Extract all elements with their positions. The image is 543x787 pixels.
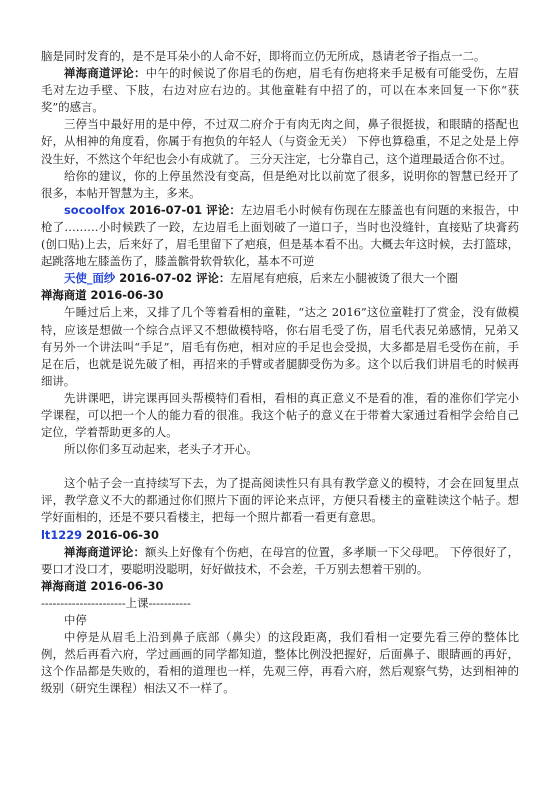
comment-text: 额头上好像有个伤疤，在母宫的位置，多孝顺一下父母吧。 下停很好了，要口才没口才，要聪明没聪明，好好做技术，不会差，千万别去想着干别的。	[41, 544, 519, 576]
section-divider: ----------------------上课-----------	[41, 595, 191, 610]
comment-tianshi	[41, 270, 519, 287]
post-date: 2016-06-30	[82, 527, 159, 542]
post-header-chanhai-1	[41, 287, 519, 304]
paragraph-nap: 午睡过后上来，又排了几个等着看相的童鞋，“达之 2016”这位童鞋打了赏金，没有做模特，应该是想做一个综合点评又不想做模特咯，你右眉毛受了伤，眉毛代表兄弟感情，兄弟又有另外一个讲法叫“手足”，眉毛有伤疤，相对应的手足也会受损，大多都是眉毛受伤在前，手足在后，也就是说先破了相，再招来的手臂或者腿脚受伤为多。这个以后我们讲眉毛的时候再细讲。	[41, 305, 519, 388]
comment-text: 中午的时候说了你眉毛的伤疤，眉毛有伤疤将来手足极有可能受伤，左眉毛对左边手壁、下肢，右边对应右边的。其他童鞋有中招了的，可以在本来回复一下你“获奖”的感言。	[41, 66, 519, 115]
comment-chanhai-2	[41, 544, 519, 578]
paragraph-zhongting: 中停是从眉毛上沿到鼻子底部（鼻尖）的这段距离，我们看相一定要先看三停的整体比例，然后再看六府，学过画画的同学都知道，整体比例没把握好，后面鼻子、眼睛画的再好，这个作品都是失败的，看相的道理也一样，先观三停，再看六府，然后观察气势，达到相神的级别（研究生课程）相法又不一样了。	[41, 630, 519, 696]
username-link[interactable]: lt1229	[41, 527, 83, 542]
comment-text: 左边眉毛小时候有伤现在左膝盖也有问题的来报告，中枪了………小时候跌了一跤，左边眉毛上面划破了一道口子，当时也没缝针，直接贴了块膏药(创口贴)上去，后来好了，眉毛里留下了疤痕，但是基本看不出。大概去年这时候，去打篮球，起跳落地左膝盖伤了，膝盖髌骨软骨软化，基本不可逆	[41, 202, 519, 269]
post-date: 2016-06-30	[86, 578, 164, 593]
section-title-zhongting: 中停	[64, 613, 87, 627]
comment-socoolfox	[41, 202, 519, 270]
comment-date: 2016-07-01	[125, 202, 207, 217]
paragraph-lecture-first: 先讲课吧，讲完课再回头帮模特们看相，看相的真正意义不是看的准，看的准你们学完小学课程，可以把一个人的能力看的很准。我这个帖子的意义在于带着大家通过看相学会给自己定位，学着帮助更多的人。	[41, 390, 519, 440]
post-date: 2016-06-30	[86, 288, 164, 303]
username-link[interactable]: 禅海商道	[41, 578, 87, 593]
paragraph-santing: 三停当中最好用的是中停，不过双二府介于有肉无肉之间，鼻子很挺拔，和眼睛的搭配也好，从相神的角度看，你属于有抱负的年轻人（与资金无关） 下停也算稳重，不足之处是上停没生好，不然这个年纪也会小有成就了。 三分天注定，七分靠自己，这个道理最适合你不过。	[41, 117, 519, 166]
blank-line	[41, 458, 519, 475]
paragraph-interact: 所以你们多互动起来，老头子才开心。	[64, 442, 258, 457]
username-link[interactable]: socoolfox	[64, 202, 126, 217]
comment-chanhai-1	[41, 65, 519, 116]
username-link[interactable]: 禅海商道	[41, 288, 87, 303]
post-header-lt1229	[41, 527, 519, 544]
comment-label: 禅海商道评论：	[64, 544, 146, 559]
paragraph-advice: 给你的建议，你的上停虽然没有变高，但是绝对比以前宽了很多，说明你的智慧已经开了很多，本帖开智慧为主，多来。	[41, 168, 519, 200]
paragraph-thread-note: 这个帖子会一直持续写下去，为了提高阅读性只有具有教学意义的模特，才会在回复里点评，教学意义不大的都通过你们照片下面的评论来点评，方便只看楼主的童鞋读这个帖子。想学好面相的，还是不要只看楼主，把每一个照片都看一看更有意思。	[41, 476, 519, 525]
comment-label: 评论：	[196, 271, 231, 286]
username-link[interactable]: 天使_面纱	[64, 271, 116, 286]
comment-text: 左眉尾有疤痕，后来左小腿被烫了很大一个圈	[230, 271, 459, 286]
comment-label: 禅海商道评论：	[64, 66, 146, 81]
comment-label: 评论：	[206, 202, 242, 217]
post-header-chanhai-2	[41, 578, 519, 595]
paragraph-intro-end: 脑是同时发育的，是不是耳朵小的人命不好，即将而立仍无所成，恳请老爷子指点一二。	[41, 49, 486, 63]
comment-date: 2016-07-02	[115, 271, 197, 286]
